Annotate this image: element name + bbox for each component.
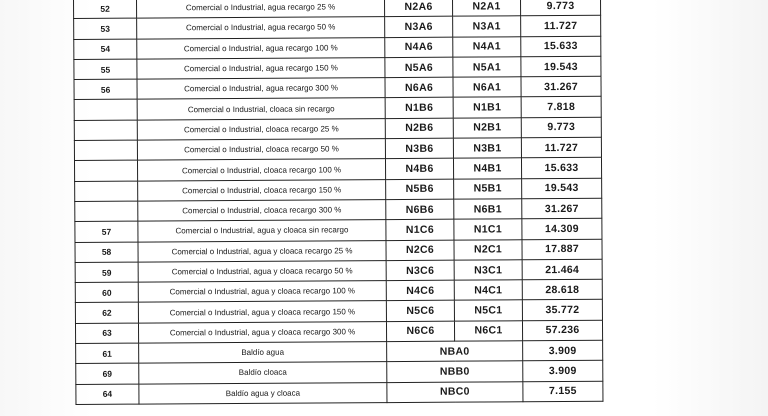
row-value: 14.309 (522, 219, 602, 240)
row-number (74, 120, 137, 141)
row-code: NBB0 (387, 361, 523, 382)
row-description: Comercial o Industrial, cloaca sin recargo (137, 98, 385, 120)
row-number: 55 (74, 59, 137, 80)
row-number: 60 (75, 282, 138, 303)
row-value: 11.727 (521, 137, 601, 158)
row-value: 21.464 (522, 259, 602, 280)
row-value: 19.543 (521, 56, 601, 77)
row-code-primary: N6A6 (385, 77, 453, 98)
row-number: 53 (74, 18, 137, 39)
row-description: Comercial o Industrial, agua y cloaca recargo 150 % (138, 301, 386, 323)
row-value: 9.773 (521, 117, 601, 138)
row-number: 52 (74, 0, 137, 19)
row-description: Comercial o Industrial, agua y cloaca recargo 100 % (138, 281, 386, 303)
row-number: 63 (75, 323, 138, 344)
row-value: 35.772 (522, 300, 602, 321)
row-number (75, 201, 138, 222)
row-code-secondary: N2A1 (452, 0, 520, 16)
row-code-secondary: N1B1 (453, 97, 521, 118)
row-description: Comercial o Industrial, cloaca recargo 300 % (138, 200, 386, 222)
row-value: 7.155 (523, 381, 603, 402)
row-number: 64 (76, 384, 139, 405)
row-code-primary: N2B6 (385, 118, 453, 139)
row-code-secondary: N2C1 (454, 239, 522, 260)
row-code-secondary: N6A1 (453, 77, 521, 98)
tariff-table-body (74, 0, 603, 404)
row-code-secondary: N2B1 (453, 118, 521, 139)
row-description: Baldío agua (139, 342, 387, 364)
row-code-primary: N5B6 (386, 179, 454, 200)
row-description: Comercial o Industrial, agua recargo 100 % (137, 37, 385, 59)
table-row (76, 381, 603, 405)
row-code-secondary: N3C1 (454, 260, 522, 281)
row-code-primary: N6C6 (386, 321, 454, 342)
row-code-primary: N6B6 (386, 199, 454, 220)
row-description: Comercial o Industrial, cloaca recargo 150 % (138, 179, 386, 201)
row-value: 17.887 (522, 239, 602, 260)
row-description: Comercial o Industrial, agua y cloaca recargo 50 % (138, 260, 386, 282)
row-value: 9.773 (520, 0, 600, 16)
row-code-secondary: N4A1 (453, 36, 521, 57)
row-code-secondary: N6C1 (454, 321, 522, 342)
row-description: Comercial o Industrial, agua recargo 150 % (137, 57, 385, 79)
row-code-primary: N5C6 (386, 301, 454, 322)
row-code-primary: N3A6 (385, 16, 453, 37)
row-value: 3.909 (523, 340, 603, 361)
tariff-table (73, 0, 603, 405)
row-description: Comercial o Industrial, agua y cloaca recargo 25 % (138, 240, 386, 262)
row-code-secondary: N4B1 (453, 158, 521, 179)
row-description: Comercial o Industrial, cloaca recargo 25 % (137, 118, 385, 140)
row-value: 19.543 (522, 178, 602, 199)
row-code-secondary: N5B1 (454, 178, 522, 199)
row-code-primary: N1B6 (385, 98, 453, 119)
row-number (75, 181, 138, 202)
row-description: Comercial o Industrial, cloaca recargo 100 % (137, 159, 385, 181)
row-description: Comercial o Industrial, cloaca recargo 50 % (137, 139, 385, 161)
row-code-secondary: N1C1 (454, 219, 522, 240)
row-value: 15.633 (521, 36, 601, 57)
row-code-primary: N2A6 (384, 0, 452, 17)
row-code-primary: N3B6 (385, 138, 453, 159)
row-number: 69 (76, 363, 139, 384)
row-value: 31.267 (521, 76, 601, 97)
row-description: Comercial o Industrial, agua recargo 25 % (137, 0, 385, 18)
row-number: 57 (75, 221, 138, 242)
row-description: Baldío cloaca (139, 362, 387, 384)
row-code: NBC0 (387, 381, 523, 402)
row-number (74, 160, 137, 181)
row-value: 31.267 (522, 198, 602, 219)
row-number: 61 (76, 343, 139, 364)
row-code-primary: N4B6 (385, 159, 453, 180)
row-code-secondary: N5C1 (454, 300, 522, 321)
row-code-secondary: N6B1 (454, 199, 522, 220)
row-description: Comercial o Industrial, agua y cloaca recargo 300 % (138, 321, 386, 343)
row-code-primary: N1C6 (386, 219, 454, 240)
row-code-primary: N4A6 (385, 37, 453, 58)
row-value: 3.909 (523, 361, 603, 382)
row-value: 15.633 (521, 158, 601, 179)
row-value: 57.236 (522, 320, 602, 341)
row-description: Baldío agua y cloaca (139, 382, 387, 404)
row-value: 7.818 (521, 97, 601, 118)
row-description: Comercial o Industrial, agua y cloaca sin recargo (138, 220, 386, 242)
row-description: Comercial o Industrial, agua recargo 300 % (137, 78, 385, 100)
row-code-secondary: N4C1 (454, 280, 522, 301)
row-number (74, 140, 137, 161)
row-code-primary: N4C6 (386, 280, 454, 301)
row-value: 28.618 (522, 279, 602, 300)
row-number (74, 100, 137, 121)
row-number: 54 (74, 39, 137, 60)
row-code: NBA0 (387, 341, 523, 362)
row-number: 59 (75, 262, 138, 283)
row-code-primary: N5A6 (385, 57, 453, 78)
row-code-primary: N2C6 (386, 240, 454, 261)
row-code-secondary: N5A1 (453, 57, 521, 78)
row-number: 58 (75, 242, 138, 263)
row-description: Comercial o Industrial, agua recargo 50 % (137, 17, 385, 39)
row-number: 62 (75, 303, 138, 324)
row-code-secondary: N3A1 (453, 16, 521, 37)
row-code-secondary: N3B1 (453, 138, 521, 159)
row-code-primary: N3C6 (386, 260, 454, 281)
row-value: 11.727 (521, 16, 601, 37)
row-number: 56 (74, 79, 137, 100)
